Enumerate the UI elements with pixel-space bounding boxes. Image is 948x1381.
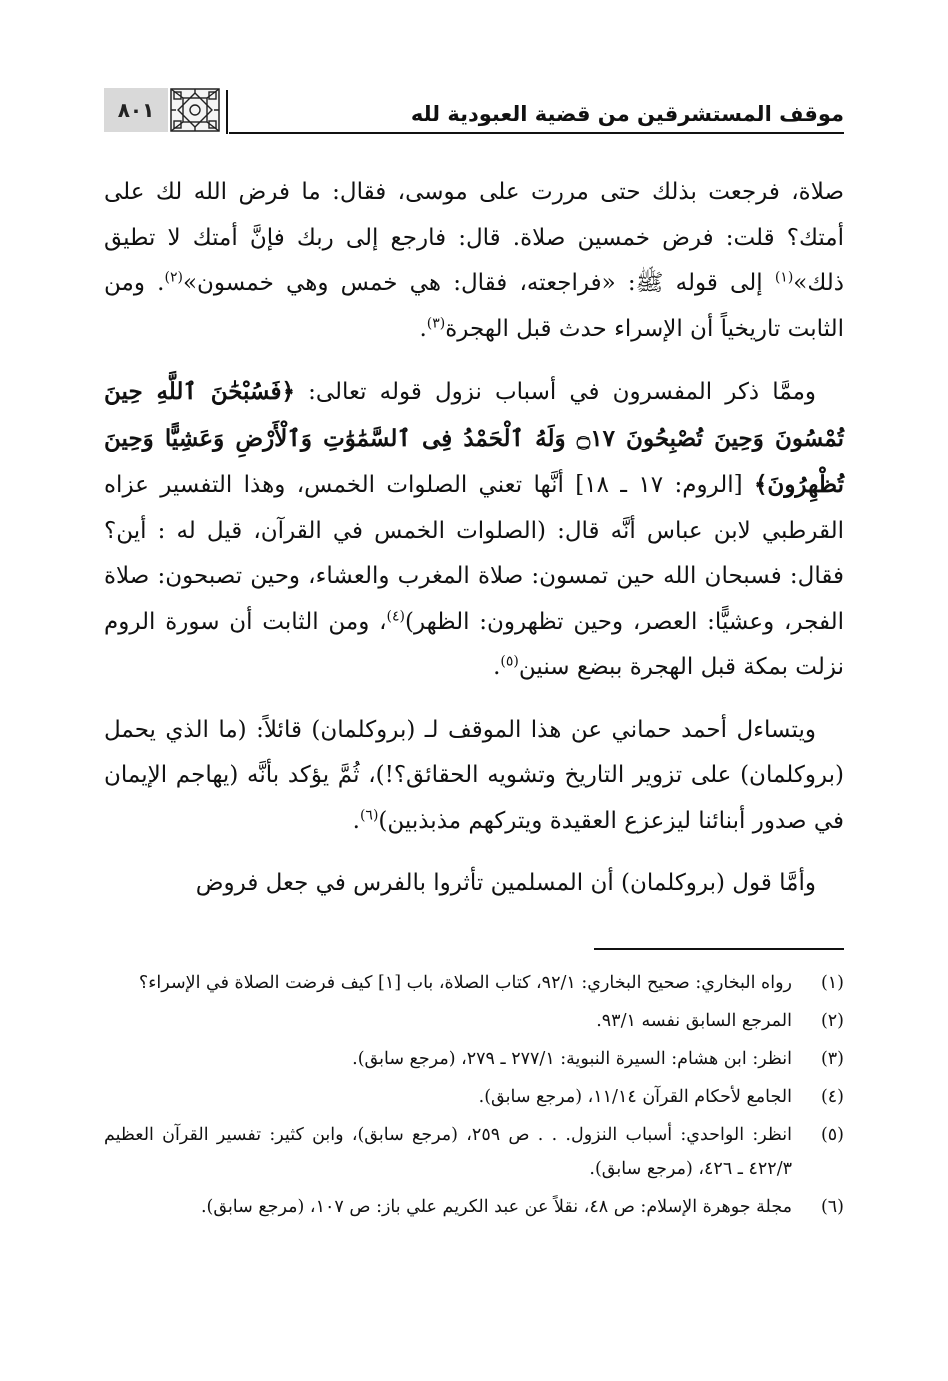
footnote <box>104 1080 844 1114</box>
footnote-number: (٥) <box>820 1125 844 1145</box>
footnote-number: (٣) <box>820 1049 844 1069</box>
footnote-number: (٦) <box>820 1197 844 1217</box>
body-text <box>104 170 844 924</box>
footnote-ref-3: (٣) <box>426 314 446 331</box>
paragraph-2: وممَّا ذكر المفسرون في أسباب نزول قوله تعالى: ﴿فَسُبْحَٰنَ ٱللَّهِ حِينَ تُمْسُونَ وَحِينَ تُصْبِحُونَ ۝١٧ وَلَهُ ٱلْحَمْدُ فِى ٱلسَّمَٰوَٰتِ وَٱلْأَرْضِ وَعَشِيًّا وَحِينَ تُظْهِرُونَ﴾ [الروم: ١٧ ـ ١٨] أنَّها تعني الصلوات الخمس، وهذا التفسير عزاه القرطبي لابن عباس أنَّه قال: (الصلوات الخمس في القرآن، قيل له : أين؟ فقال: فسبحان الله حين تمسون: صلاة المغرب والعشاء، وحين تصبحون: صلاة الفجر، وعشيًّا: العصر، وحين تظهرون: الظهر)$^{(٤)}$، ومن الثابت أن سورة الروم نزلت بمكة قبل الهجرة ببضع سنين$^{(٥)}$. <box>104 378 844 680</box>
footnote-number: (٤) <box>820 1087 844 1107</box>
footnote-ref-4: (٤) <box>386 607 405 624</box>
footnote-text: الجامع لأحكام القرآن ١١/١٤، (مرجع سابق). <box>478 1087 792 1107</box>
footnote-ref-6: (٦) <box>359 806 379 823</box>
page-number: ٨٠١ <box>104 88 168 132</box>
footnote <box>104 1042 844 1076</box>
footnote <box>104 1190 844 1224</box>
footnote-text: انظر: الواحدي: أسباب النزول. . . ص ٢٥٩، (مرجع سابق)، وابن كثير: تفسير القرآن العظيم ٤٢٢/٣ ـ ٤٢٦، (مرجع سابق). <box>104 1125 792 1179</box>
paragraph-4: وأمَّا قول (بروكلمان) أن المسلمين تأثروا بالفرس في جعل فروض <box>195 870 816 896</box>
quran-verse: ﴿فَسُبْحَٰنَ ٱللَّهِ حِينَ تُمْسُونَ وَحِينَ تُصْبِحُونَ ۝١٧ وَلَهُ ٱلْحَمْدُ فِى ٱلسَّمَٰوَٰتِ وَٱلْأَرْضِ وَعَشِيًّا وَحِينَ تُظْهِرُونَ﴾ <box>104 378 844 498</box>
footnote-ref-2: (٢) <box>164 269 183 286</box>
footnotes <box>104 966 844 1228</box>
geometric-star-ornament-icon <box>170 88 220 132</box>
footnote-text: انظر: ابن هشام: السيرة النبوية: ٢٧٧/١ ـ ٢٧٩، (مرجع سابق). <box>352 1049 792 1069</box>
footnote <box>104 966 844 1000</box>
footnote <box>104 1118 844 1186</box>
footnote-separator <box>594 948 844 950</box>
running-header-title: موقف المستشرقين من قضية العبودية لله <box>410 102 844 126</box>
footnote-number: (٢) <box>820 1011 844 1031</box>
footnote-ref-1: (١) <box>774 269 794 286</box>
header-rule <box>229 132 844 134</box>
paragraph-3: ويتساءل أحمد حماني عن هذا الموقف لـ (بروكلمان) قائلاً: (ما الذي يحمل (بروكلمان) على تزوير التاريخ وتشويه الحقائق؟!)، ثُمَّ يؤكد بأنَّه (يهاجم الإيمان في صدور أبنائنا ليزعزع العقيدة ويتركهم مذبذبين)$^{(٦)}$. <box>104 716 844 834</box>
paragraph-1: صلاة، فرجعت بذلك حتى مررت على موسى، فقال: ما فرض الله لك على أمتك؟ قلت: فرض خمسين صلاة. قال: فارجع إلى ربك فإنَّ أمتك لا تطيق ذلك»$^{(١)}$ إلى قوله ﷺ: «فراجعته، فقال: هي خمس وهي خمسون»$^{(٢)}$. ومن الثابت تاريخياً أن الإسراء حدث قبل الهجرة$^{(٣)}$. <box>104 179 844 342</box>
running-header <box>104 78 844 134</box>
footnote-number: (١) <box>820 973 844 993</box>
footnote-text: رواه البخاري: صحيح البخاري: ٩٢/١، كتاب الصلاة، باب [١] كيف فرضت الصلاة في الإسراء؟ <box>138 973 792 993</box>
footnote <box>104 1004 844 1038</box>
header-divider <box>226 90 228 134</box>
footnote-ref-5: (٥) <box>500 653 519 670</box>
footnote-text: المرجع السابق نفسه ٩٣/١. <box>596 1011 792 1031</box>
footnote-text: مجلة جوهرة الإسلام: ص ٤٨، نقلاً عن عبد الكريم علي باز: ص ١٠٧، (مرجع سابق). <box>200 1197 792 1217</box>
